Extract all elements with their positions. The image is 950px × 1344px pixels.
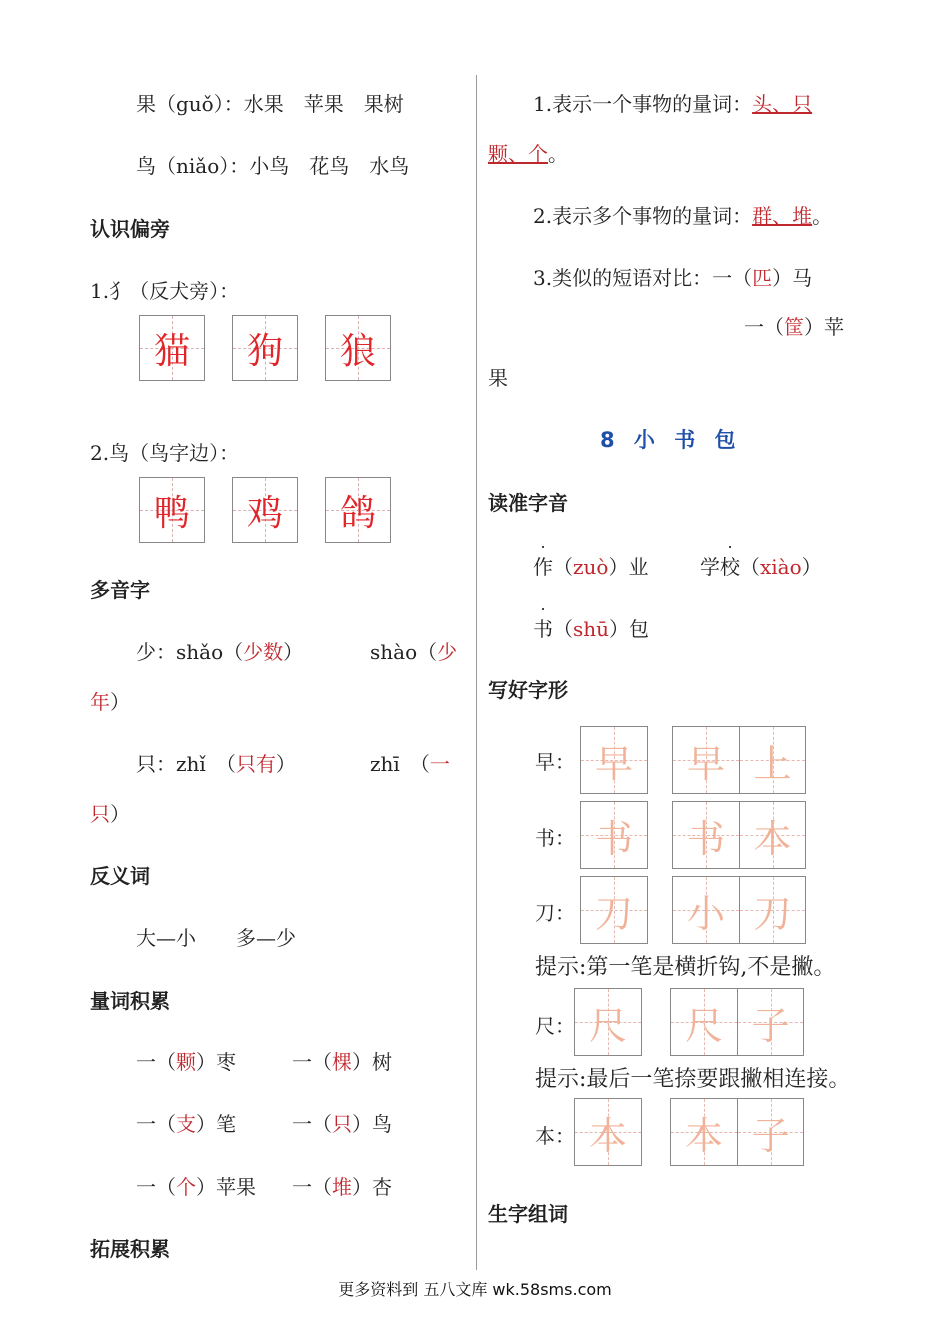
char-box: 狼 <box>325 315 391 381</box>
tip-1: 提示:第一笔是横折钩,不是撇。 <box>535 955 836 980</box>
shao-line: 少：shǎo（少数） <box>136 640 304 664</box>
zhi-line-wrap: 只） <box>90 802 130 826</box>
column-divider <box>476 75 477 1270</box>
item1: 1.表示一个事物的量词：头、只 <box>533 92 813 116</box>
pron-line-1: 作（zuò）业 <box>533 555 649 579</box>
char-box: 鸡 <box>232 477 298 543</box>
item3b: 一（筐）苹 <box>744 315 844 339</box>
write-grid-single: 本 <box>574 1098 642 1166</box>
item1-wrap: 颗、个。 <box>488 142 568 166</box>
write-heading: 写好字形 <box>488 678 568 702</box>
write-grid-pair: 书 本 <box>672 801 806 869</box>
niao-line: 鸟（niǎo）：小鸟 花鸟 水鸟 <box>136 154 410 178</box>
write-grid-single: 书 <box>580 801 648 869</box>
measure-row: 一（个）苹果 <box>136 1175 256 1199</box>
write-grid-single: 刀 <box>580 876 648 944</box>
item2: 2.表示多个事物的量词：群、堆。 <box>533 204 833 228</box>
char-box: 鸭 <box>139 477 205 543</box>
item3b-wrap: 果 <box>488 366 508 390</box>
write-label: 早： <box>535 750 575 774</box>
words-heading: 生字组词 <box>488 1202 568 1226</box>
lesson-title: 8 小 书 包 <box>600 428 742 452</box>
write-grid-pair: 小 刀 <box>672 876 806 944</box>
write-grid-single: 尺 <box>574 988 642 1056</box>
shao-line-wrap: 年） <box>90 690 130 714</box>
measure-row-b: 一（棵）树 <box>292 1050 392 1074</box>
write-label: 本： <box>535 1124 575 1148</box>
write-label: 尺： <box>535 1014 575 1038</box>
shao-line-b: shào（少 <box>370 640 458 664</box>
measure-row: 一（颗）枣 <box>136 1050 236 1074</box>
write-grid-pair: 本 子 <box>670 1098 804 1166</box>
tip-2: 提示:最后一笔捺要跟撇相连接。 <box>535 1067 851 1092</box>
write-grid-single: 早 <box>580 726 648 794</box>
antonym-heading: 反义词 <box>90 864 150 888</box>
char-box: 鸽 <box>325 477 391 543</box>
radical2-label: 2.鸟（鸟字边）： <box>90 441 240 465</box>
pron-heading: 读准字音 <box>488 491 568 515</box>
write-grid-pair: 尺 子 <box>670 988 804 1056</box>
extend-heading: 拓展积累 <box>90 1237 170 1261</box>
pron-line-2: 书（shū）包 <box>533 617 650 641</box>
measure-row: 一（支）笔 <box>136 1112 236 1136</box>
write-grid-pair: 早 上 <box>672 726 806 794</box>
char-box: 猫 <box>139 315 205 381</box>
zhi-line-b: zhī （一 <box>370 752 450 776</box>
pron-line-1b: 学校（xiào） <box>700 555 822 579</box>
measure-row-b: 一（只）鸟 <box>292 1112 392 1136</box>
char-box: 狗 <box>232 315 298 381</box>
measure-heading: 量词积累 <box>90 989 170 1013</box>
polyphone-heading: 多音字 <box>90 578 150 602</box>
footer: 更多资料到 五八文库 wk.58sms.com <box>338 1280 612 1299</box>
measure-row-b: 一（堆）杏 <box>292 1175 392 1199</box>
guo-line: 果（guǒ）：水果 苹果 果树 <box>136 92 404 116</box>
zhi-line: 只：zhǐ （只有） <box>136 752 296 776</box>
write-label: 刀： <box>535 901 575 925</box>
radical1-label: 1.犭（反犬旁）： <box>90 279 240 303</box>
item3: 3.类似的短语对比：一（匹）马 <box>533 266 813 290</box>
antonyms: 大—小 多—少 <box>136 926 296 950</box>
write-label: 书： <box>535 826 575 850</box>
radicals-heading: 认识偏旁 <box>90 217 170 241</box>
